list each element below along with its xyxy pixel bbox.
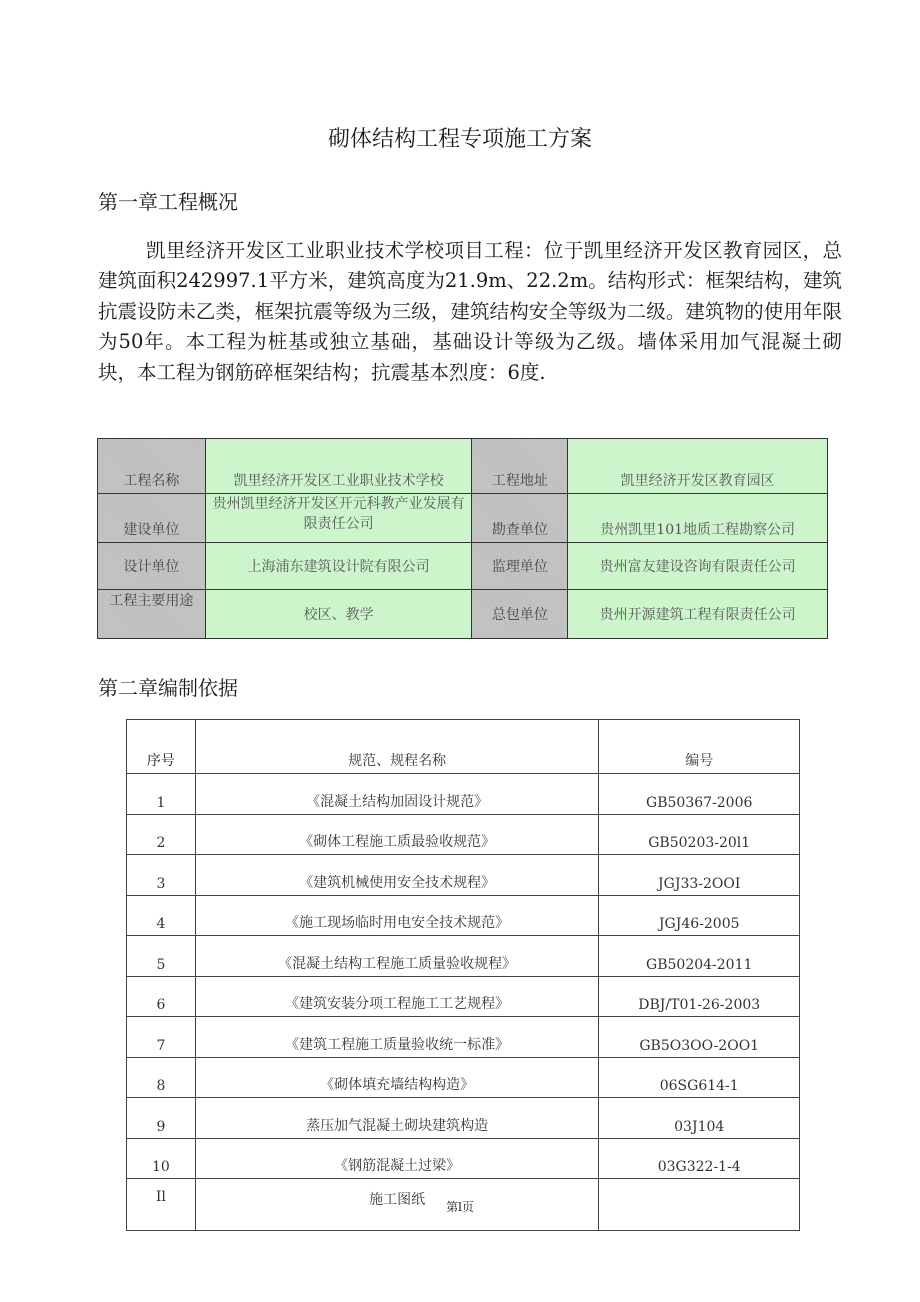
row-code: GB50204-2011 bbox=[599, 936, 800, 977]
row-name: 《建筑安装分项工程施工工艺规程》 bbox=[195, 976, 599, 1017]
row-code: GB50367-2006 bbox=[599, 774, 800, 815]
row-code: GB50203-20l1 bbox=[599, 814, 800, 855]
info-label: 设计单位 bbox=[98, 543, 206, 590]
row-code: 06SG614-1 bbox=[599, 1057, 800, 1098]
row-no: 1 bbox=[127, 774, 196, 815]
info-value: 校区、教学 bbox=[205, 590, 472, 639]
column-header-no: 序号 bbox=[127, 720, 196, 774]
info-label: 工程地址 bbox=[472, 439, 568, 494]
row-code: 03J104 bbox=[599, 1098, 800, 1139]
standards-table bbox=[126, 719, 800, 1231]
column-header-name: 规范、规程名称 bbox=[195, 720, 599, 774]
table-row bbox=[127, 895, 800, 936]
info-row bbox=[98, 590, 828, 639]
row-no: 7 bbox=[127, 1017, 196, 1058]
row-name: 《砌体填充墙结构构造》 bbox=[195, 1057, 599, 1098]
info-value: 贵州开源建筑工程有限责任公司 bbox=[568, 590, 828, 639]
row-no: 5 bbox=[127, 936, 196, 977]
table-row bbox=[127, 1138, 800, 1179]
row-no: 10 bbox=[127, 1138, 196, 1179]
row-no: 9 bbox=[127, 1098, 196, 1139]
row-name: 《建筑工程施工质量验收统一标准》 bbox=[195, 1017, 599, 1058]
row-name: 《砌体工程施工质最验收规范》 bbox=[195, 814, 599, 855]
row-no: 2 bbox=[127, 814, 196, 855]
column-header-code: 编号 bbox=[599, 720, 800, 774]
info-row bbox=[98, 439, 828, 494]
table-row bbox=[127, 1098, 800, 1139]
info-row bbox=[98, 543, 828, 590]
row-code: JGJ46-2005 bbox=[599, 895, 800, 936]
table-row bbox=[127, 1057, 800, 1098]
page-number: 第l页 bbox=[446, 1200, 474, 1214]
info-label: 监理单位 bbox=[472, 543, 568, 590]
document-title: 砌体结构工程专项施工方案 bbox=[327, 127, 592, 152]
info-label: 工程名称 bbox=[98, 439, 206, 494]
table-row bbox=[127, 774, 800, 815]
table-row bbox=[127, 855, 800, 896]
row-code: GB5O3OO-2OO1 bbox=[599, 1017, 800, 1058]
chapter1-heading: 第一章工程概况 bbox=[98, 190, 238, 214]
info-value: 凯里经济开发区教育园区 bbox=[568, 439, 828, 494]
standards-header-row bbox=[127, 720, 800, 774]
row-code: 03G322-1-4 bbox=[599, 1138, 800, 1179]
info-value: 贵州富友建设咨询有限责任公司 bbox=[568, 543, 828, 590]
project-info-table bbox=[97, 438, 828, 639]
info-value: 凯里经济开发区工业职业技术学校 bbox=[205, 439, 472, 494]
row-code: DBJ/T01-26-2003 bbox=[599, 976, 800, 1017]
info-label: 建设单位 bbox=[98, 494, 206, 543]
table-row bbox=[127, 1017, 800, 1058]
table-row bbox=[127, 814, 800, 855]
table-row bbox=[127, 936, 800, 977]
row-code: JGJ33-2OOI bbox=[599, 855, 800, 896]
project-overview-paragraph: 凯里经济开发区工业职业技术学校项目工程：位于凯里经济开发区教育园区，总建筑面积242997.1平方米，建筑高度为21.9m、22.2m。结构形式：框架结构，建筑抗震设防未乙类，框架抗震等级为三级，建筑结构安全等级为二级。建筑物的使用年限为50年。本工程为桩基或独立基础，基础设计等级为乙级。墙体采用加气混凝土砌块，本工程为钢筋碎框架结构；抗震基本烈度：6度. bbox=[98, 239, 842, 384]
info-label: 工程主要用途 bbox=[98, 590, 206, 639]
row-no: 8 bbox=[127, 1057, 196, 1098]
row-name: 施工图纸 bbox=[195, 1179, 599, 1231]
info-row bbox=[98, 494, 828, 543]
info-value: 贵州凯里经济开发区开元科教产业发展有限责任公司 bbox=[205, 494, 472, 543]
row-name: 《混凝土结构加固设计规范》 bbox=[195, 774, 599, 815]
row-name: 《建筑机械使用安全技术规程》 bbox=[195, 855, 599, 896]
info-label: 勘查单位 bbox=[472, 494, 568, 543]
row-no: 6 bbox=[127, 976, 196, 1017]
row-name: 《钢筋混凝土过梁》 bbox=[195, 1138, 599, 1179]
row-no: Il bbox=[127, 1179, 196, 1231]
row-no: 4 bbox=[127, 895, 196, 936]
row-name: 《施工现场临时用电安全技术规范》 bbox=[195, 895, 599, 936]
info-value: 上海浦东建筑设计院有限公司 bbox=[205, 543, 472, 590]
table-row bbox=[127, 976, 800, 1017]
row-no: 3 bbox=[127, 855, 196, 896]
chapter2-heading: 第二章编制依据 bbox=[98, 676, 238, 700]
info-label: 总包单位 bbox=[472, 590, 568, 639]
row-name: 《混凝土结构工程施工质量验收规程》 bbox=[195, 936, 599, 977]
row-name: 蒸压加气混凝土砌块建筑构造 bbox=[195, 1098, 599, 1139]
info-value: 贵州凯里101地质工程勘察公司 bbox=[568, 494, 828, 543]
